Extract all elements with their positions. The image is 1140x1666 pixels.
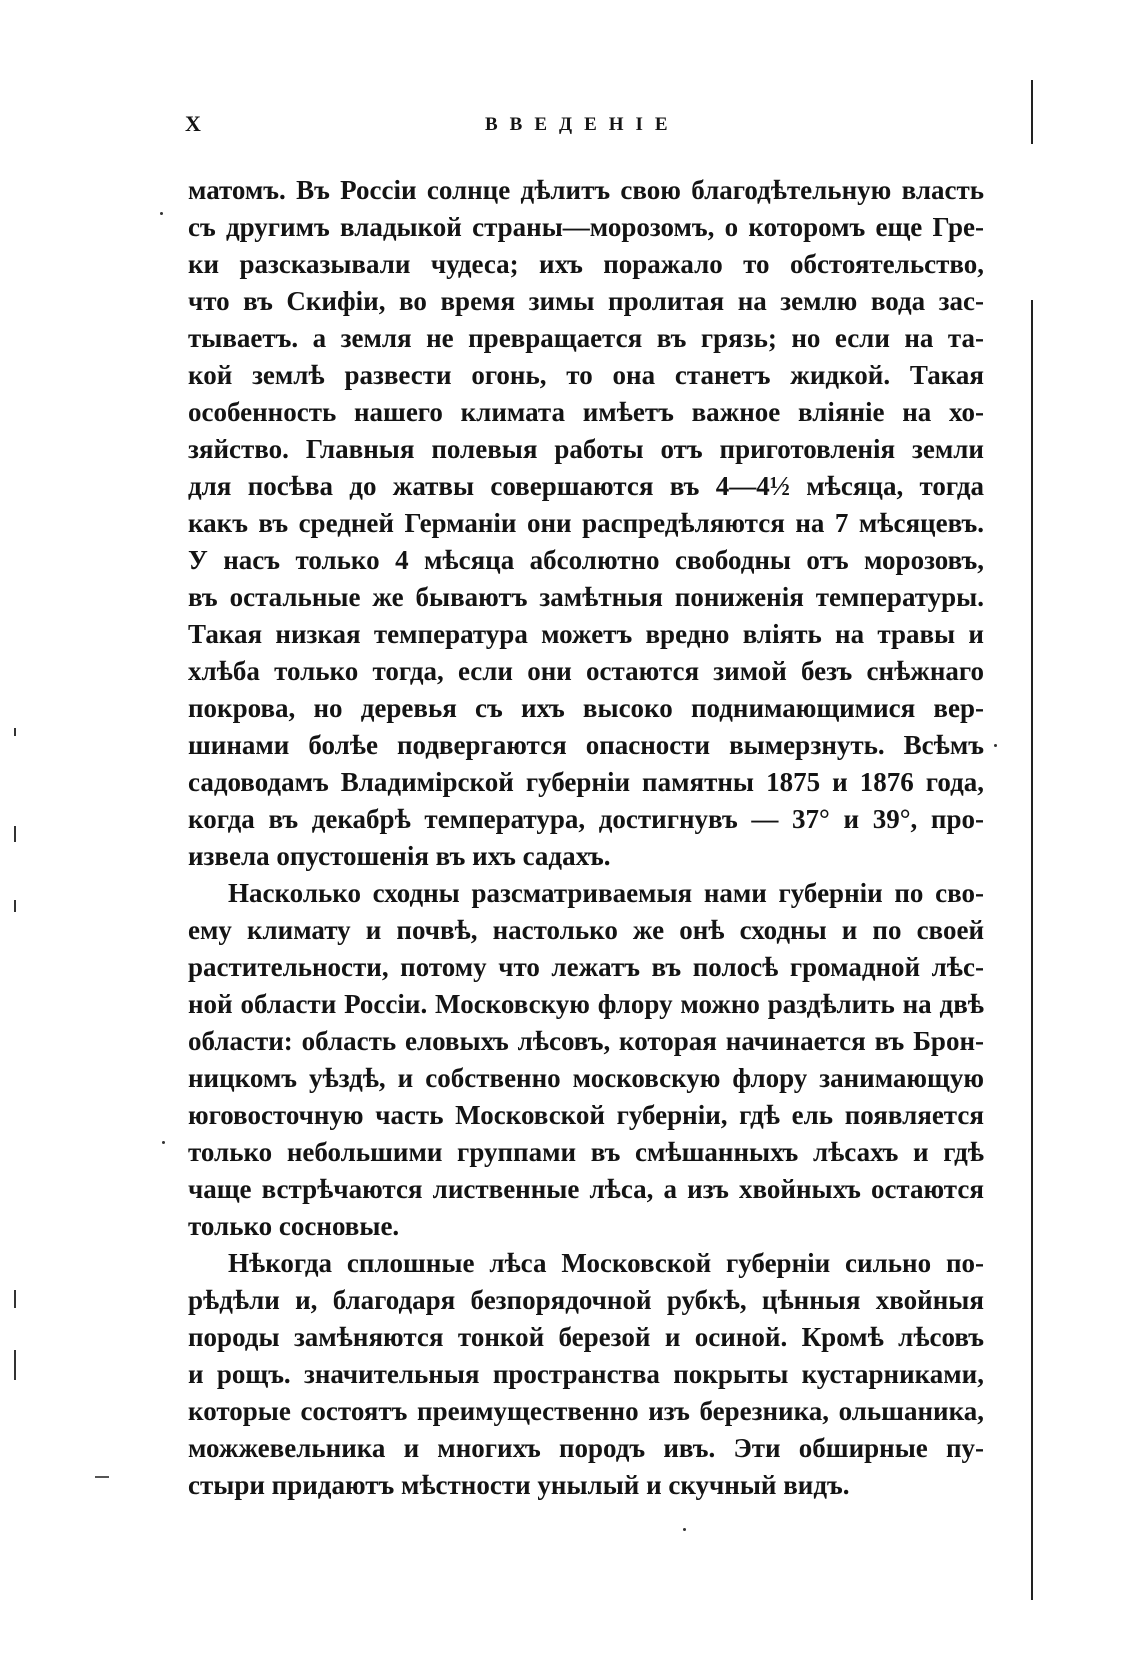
text-line: области: область еловыхъ лѣсовъ, которая начинается въ Брон- xyxy=(188,1026,984,1056)
text-line: ной области Россіи. Московскую флору можно раздѣлить на двѣ xyxy=(188,989,984,1019)
scan-speck xyxy=(162,1141,165,1144)
text-line: можжевельника и многихъ породъ ивъ. Эти обширные пу- xyxy=(188,1433,984,1463)
text-line: Такая низкая температура можетъ вредно вліять на травы и xyxy=(188,619,984,649)
margin-dash xyxy=(95,1476,109,1478)
text-line: что въ Скифіи, во время зимы пролитая на землю вода зас- xyxy=(188,286,984,316)
text-line: извела опустошенія въ ихъ садахъ. xyxy=(188,841,611,871)
text-line: растительности, потому что лежатъ въ полосѣ громадной лѣс- xyxy=(188,952,984,982)
running-head xyxy=(185,111,985,141)
text-line: зяйство. Главныя полевыя работы отъ приготовленія земли xyxy=(188,434,984,464)
text-line: садоводамъ Владимірской губерніи памятны 1875 и 1876 года, xyxy=(188,767,984,797)
text-line: которые состоятъ преимущественно изъ березника, ольшаника, xyxy=(188,1396,984,1426)
text-line: Нѣкогда сплошные лѣса Московской губерніи сильно по- xyxy=(228,1248,984,1278)
binding-edge-line xyxy=(1031,300,1033,1600)
text-line: шинами болѣе подвергаются опасности вымерзнуть. Всѣмъ xyxy=(188,730,984,760)
text-line: породы замѣняются тонкой березой и осиной. Кромѣ лѣсовъ xyxy=(188,1322,984,1352)
text-line: Насколько сходны разсматриваемыя нами губерніи по сво- xyxy=(228,878,984,908)
text-line: въ остальные же бываютъ замѣтныя пониженія температуры. xyxy=(188,582,984,612)
text-line: ницкомъ уѣздѣ, и собственно московскую флору занимающую xyxy=(188,1063,984,1093)
text-line: ки разсказывали чудеса; ихъ поражало то обстоятельство, xyxy=(188,249,984,279)
margin-mark xyxy=(14,1290,16,1308)
text-line: только небольшими группами въ смѣшанныхъ лѣсахъ и гдѣ xyxy=(188,1137,984,1167)
chapter-title: ВВЕДЕНІЕ xyxy=(485,114,680,135)
margin-mark xyxy=(14,1350,16,1380)
text-line: матомъ. Въ Россіи солнце дѣлитъ свою благодѣтельную власть xyxy=(188,175,984,205)
text-line: какъ въ средней Германіи они распредѣляются на 7 мѣсяцевъ. xyxy=(188,508,984,538)
text-line: тываетъ. а земля не превращается въ грязь; но если на та- xyxy=(188,323,984,353)
text-line: чаще встрѣчаются лиственные лѣса, а изъ хвойныхъ остаются xyxy=(188,1174,984,1204)
text-line: хлѣба только тогда, если они остаются зимой безъ снѣжнаго xyxy=(188,656,984,686)
scan-speck xyxy=(160,212,163,215)
body-text xyxy=(188,172,984,1504)
text-line: съ другимъ владыкой страны—морозомъ, о которомъ еще Гре- xyxy=(188,212,984,242)
page-number: X xyxy=(185,111,202,136)
text-line: У насъ только 4 мѣсяца абсолютно свободны отъ морозовъ, xyxy=(188,545,984,575)
scan-speck xyxy=(683,1528,686,1531)
binding-edge-line xyxy=(1031,80,1033,144)
margin-mark xyxy=(14,900,16,912)
margin-mark xyxy=(14,728,16,736)
text-line: для посѣва до жатвы совершаются въ 4—4½ мѣсяца, тогда xyxy=(188,471,984,501)
text-line: только сосновые. xyxy=(188,1211,400,1241)
scan-speck xyxy=(994,744,997,747)
margin-mark xyxy=(14,826,16,842)
text-line: юговосточную часть Московской губерніи, гдѣ ель появляется xyxy=(188,1100,984,1130)
text-line: когда въ декабрѣ температура, достигнувъ — 37° и 39°, про- xyxy=(188,804,984,834)
text-line: стыри придаютъ мѣстности унылый и скучный видъ. xyxy=(188,1470,850,1500)
text-line: покрова, но деревья съ ихъ высоко поднимающимися вер- xyxy=(188,693,984,723)
text-line: рѣдѣли и, благодаря безпорядочной рубкѣ, цѣнныя хвойныя xyxy=(188,1285,984,1315)
text-line: особенность нашего климата имѣетъ важное вліяніе на хо- xyxy=(188,397,984,427)
text-line: кой землѣ развести огонь, то она станетъ жидкой. Такая xyxy=(188,360,984,390)
text-line: ему климату и почвѣ, настолько же онѣ сходны и по своей xyxy=(188,915,984,945)
text-line: и рощъ. значительныя пространства покрыты кустарниками, xyxy=(188,1359,984,1389)
